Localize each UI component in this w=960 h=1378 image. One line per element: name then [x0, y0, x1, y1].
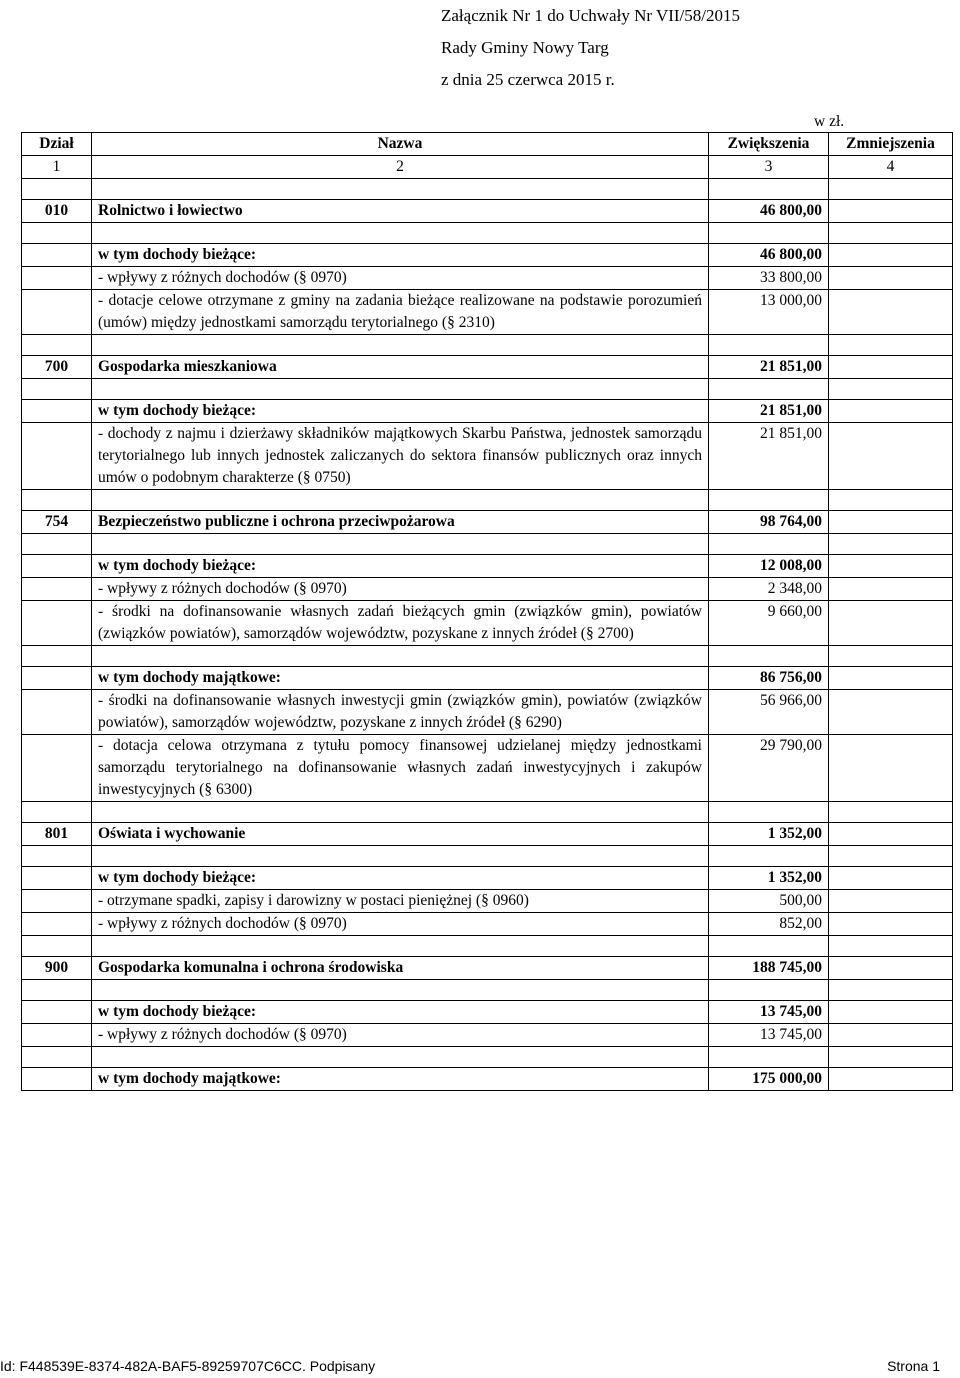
- item-dzial: [22, 913, 92, 936]
- section-dzial: 754: [22, 511, 92, 534]
- item-value: 21 851,00: [709, 423, 829, 490]
- spacer-row: [22, 379, 953, 400]
- section-row: [22, 356, 953, 379]
- item-text: - dochody z najmu i dzierżawy składników majątkowych Skarbu Państwa, jednostek samorządu terytorialnego lub innych jednostek zaliczanych do sektora finansów publicznych oraz innych umów o podobnym charakterze (§ 0750): [92, 423, 709, 490]
- col-number-3: 3: [709, 156, 829, 179]
- group-row: [22, 1068, 953, 1091]
- section-name: Oświata i wychowanie: [92, 823, 709, 846]
- item-value: 13 000,00: [709, 290, 829, 335]
- spacer-cell: [829, 646, 953, 667]
- spacer-row: [22, 1047, 953, 1068]
- item-text: - dotacje celowe otrzymane z gminy na zadania bieżące realizowane na podstawie porozumień (umów) między jednostkami samorządu terytorialnego (§ 2310): [92, 290, 709, 335]
- spacer-cell: [709, 179, 829, 200]
- section-total: 21 851,00: [709, 356, 829, 379]
- group-row: [22, 667, 953, 690]
- spacer-cell: [92, 335, 709, 356]
- group-value: 12 008,00: [709, 555, 829, 578]
- spacer-cell: [92, 534, 709, 555]
- spacer-cell: [22, 490, 92, 511]
- spacer-cell: [92, 490, 709, 511]
- group-label: w tym dochody bieżące:: [92, 244, 709, 267]
- spacer-cell: [829, 846, 953, 867]
- group-decrease: [829, 400, 953, 423]
- item-text: - wpływy z różnych dochodów (§ 0970): [92, 578, 709, 601]
- item-decrease: [829, 690, 953, 735]
- group-row: [22, 867, 953, 890]
- header-line-1: Załącznik Nr 1 do Uchwały Nr VII/58/2015: [441, 6, 740, 25]
- group-value: 21 851,00: [709, 400, 829, 423]
- item-value: 852,00: [709, 913, 829, 936]
- group-label: w tym dochody majątkowe:: [92, 667, 709, 690]
- spacer-cell: [829, 980, 953, 1001]
- item-row: [22, 267, 953, 290]
- spacer-cell: [709, 936, 829, 957]
- section-name: Gospodarka komunalna i ochrona środowiska: [92, 957, 709, 980]
- spacer-row: [22, 802, 953, 823]
- item-row: [22, 423, 953, 490]
- spacer-cell: [92, 379, 709, 400]
- item-value: 2 348,00: [709, 578, 829, 601]
- section-row: [22, 823, 953, 846]
- spacer-cell: [709, 379, 829, 400]
- item-row: [22, 690, 953, 735]
- section-decrease: [829, 823, 953, 846]
- item-decrease: [829, 267, 953, 290]
- spacer-cell: [92, 980, 709, 1001]
- spacer-cell: [92, 223, 709, 244]
- section-dzial: 801: [22, 823, 92, 846]
- col-number-2: 2: [92, 156, 709, 179]
- section-decrease: [829, 957, 953, 980]
- spacer-cell: [22, 980, 92, 1001]
- section-row: [22, 200, 953, 223]
- spacer-cell: [22, 534, 92, 555]
- section-total: 188 745,00: [709, 957, 829, 980]
- col-number-4: 4: [829, 156, 953, 179]
- spacer-cell: [22, 846, 92, 867]
- group-row: [22, 1001, 953, 1024]
- spacer-cell: [829, 335, 953, 356]
- item-text: - środki na dofinansowanie własnych inwestycji gmin (związków gmin), powiatów (związków powiatów), samorządów województw, pozyskane z innych źródeł (§ 6290): [92, 690, 709, 735]
- group-value: 13 745,00: [709, 1001, 829, 1024]
- item-decrease: [829, 735, 953, 802]
- spacer-row: [22, 335, 953, 356]
- item-dzial: [22, 290, 92, 335]
- spacer-cell: [92, 802, 709, 823]
- section-row: [22, 511, 953, 534]
- spacer-cell: [22, 179, 92, 200]
- header-line-3: z dnia 25 czerwca 2015 r.: [441, 70, 615, 89]
- col-header-zmniejszenia: Zmniejszenia: [829, 133, 953, 156]
- group-decrease: [829, 555, 953, 578]
- section-name: Bezpieczeństwo publiczne i ochrona przeciwpożarowa: [92, 511, 709, 534]
- spacer-cell: [709, 802, 829, 823]
- spacer-row: [22, 223, 953, 244]
- item-row: [22, 1024, 953, 1047]
- column-number-row: [22, 156, 953, 179]
- spacer-cell: [709, 1047, 829, 1068]
- budget-table: [21, 132, 953, 1091]
- spacer-row: [22, 846, 953, 867]
- item-value: 29 790,00: [709, 735, 829, 802]
- item-row: [22, 578, 953, 601]
- item-decrease: [829, 1024, 953, 1047]
- spacer-cell: [22, 802, 92, 823]
- section-decrease: [829, 356, 953, 379]
- group-dzial: [22, 400, 92, 423]
- spacer-cell: [22, 335, 92, 356]
- spacer-cell: [709, 490, 829, 511]
- item-text: - środki na dofinansowanie własnych zadań bieżących gmin (związków gmin), powiatów (związków powiatów), samorządów województw, pozyskane z innych źródeł (§ 2700): [92, 601, 709, 646]
- item-dzial: [22, 1024, 92, 1047]
- spacer-cell: [829, 490, 953, 511]
- group-label: w tym dochody bieżące:: [92, 867, 709, 890]
- item-row: [22, 890, 953, 913]
- group-dzial: [22, 1001, 92, 1024]
- section-total: 46 800,00: [709, 200, 829, 223]
- group-decrease: [829, 244, 953, 267]
- group-value: 46 800,00: [709, 244, 829, 267]
- header-line-2: Rady Gminy Nowy Targ: [441, 38, 609, 57]
- group-dzial: [22, 555, 92, 578]
- spacer-cell: [829, 179, 953, 200]
- item-dzial: [22, 735, 92, 802]
- item-text: - otrzymane spadki, zapisy i darowizny w postaci pieniężnej (§ 0960): [92, 890, 709, 913]
- item-decrease: [829, 290, 953, 335]
- item-decrease: [829, 423, 953, 490]
- group-dzial: [22, 867, 92, 890]
- spacer-cell: [22, 223, 92, 244]
- group-dzial: [22, 244, 92, 267]
- group-value: 86 756,00: [709, 667, 829, 690]
- page-number: Strona 1: [887, 1358, 940, 1374]
- item-decrease: [829, 578, 953, 601]
- spacer-cell: [829, 936, 953, 957]
- spacer-cell: [709, 223, 829, 244]
- col-header-zwiekszenia: Zwiększenia: [709, 133, 829, 156]
- spacer-cell: [709, 335, 829, 356]
- spacer-cell: [22, 646, 92, 667]
- item-text: - wpływy z różnych dochodów (§ 0970): [92, 267, 709, 290]
- section-name: Gospodarka mieszkaniowa: [92, 356, 709, 379]
- item-dzial: [22, 423, 92, 490]
- spacer-cell: [22, 936, 92, 957]
- section-decrease: [829, 200, 953, 223]
- group-decrease: [829, 867, 953, 890]
- group-decrease: [829, 1068, 953, 1091]
- item-dzial: [22, 578, 92, 601]
- item-text: - wpływy z różnych dochodów (§ 0970): [92, 1024, 709, 1047]
- section-dzial: 700: [22, 356, 92, 379]
- spacer-cell: [829, 534, 953, 555]
- group-label: w tym dochody majątkowe:: [92, 1068, 709, 1091]
- col-header-nazwa: Nazwa: [92, 133, 709, 156]
- item-value: 13 745,00: [709, 1024, 829, 1047]
- spacer-cell: [709, 646, 829, 667]
- group-dzial: [22, 1068, 92, 1091]
- item-row: [22, 601, 953, 646]
- group-label: w tym dochody bieżące:: [92, 400, 709, 423]
- section-row: [22, 957, 953, 980]
- item-value: 33 800,00: [709, 267, 829, 290]
- item-dzial: [22, 690, 92, 735]
- spacer-row: [22, 490, 953, 511]
- section-dzial: 010: [22, 200, 92, 223]
- col-header-dzial: Dział: [22, 133, 92, 156]
- section-dzial: 900: [22, 957, 92, 980]
- spacer-cell: [709, 534, 829, 555]
- item-dzial: [22, 267, 92, 290]
- spacer-row: [22, 179, 953, 200]
- spacer-cell: [829, 223, 953, 244]
- group-row: [22, 400, 953, 423]
- spacer-row: [22, 646, 953, 667]
- section-name: Rolnictwo i łowiectwo: [92, 200, 709, 223]
- currency-unit: w zł.: [814, 113, 845, 130]
- item-row: [22, 735, 953, 802]
- group-value: 1 352,00: [709, 867, 829, 890]
- spacer-cell: [22, 1047, 92, 1068]
- group-row: [22, 555, 953, 578]
- item-decrease: [829, 913, 953, 936]
- item-decrease: [829, 890, 953, 913]
- document-id: Id: F448539E-8374-482A-BAF5-89259707C6CC. Podpisany: [0, 1358, 376, 1374]
- budget-table-body: [22, 133, 953, 1091]
- spacer-cell: [22, 379, 92, 400]
- spacer-cell: [709, 980, 829, 1001]
- spacer-cell: [829, 1047, 953, 1068]
- group-label: w tym dochody bieżące:: [92, 1001, 709, 1024]
- spacer-row: [22, 936, 953, 957]
- group-decrease: [829, 1001, 953, 1024]
- group-row: [22, 244, 953, 267]
- item-row: [22, 290, 953, 335]
- section-total: 1 352,00: [709, 823, 829, 846]
- document-header: [441, 0, 740, 96]
- spacer-cell: [709, 846, 829, 867]
- table-header-row: [22, 133, 953, 156]
- spacer-cell: [92, 846, 709, 867]
- spacer-cell: [92, 646, 709, 667]
- item-value: 500,00: [709, 890, 829, 913]
- section-total: 98 764,00: [709, 511, 829, 534]
- spacer-cell: [92, 936, 709, 957]
- spacer-cell: [92, 179, 709, 200]
- spacer-row: [22, 534, 953, 555]
- group-value: 175 000,00: [709, 1068, 829, 1091]
- item-dzial: [22, 601, 92, 646]
- spacer-row: [22, 980, 953, 1001]
- col-number-1: 1: [22, 156, 92, 179]
- group-decrease: [829, 667, 953, 690]
- group-label: w tym dochody bieżące:: [92, 555, 709, 578]
- item-text: - wpływy z różnych dochodów (§ 0970): [92, 913, 709, 936]
- item-value: 9 660,00: [709, 601, 829, 646]
- spacer-cell: [829, 802, 953, 823]
- spacer-cell: [92, 1047, 709, 1068]
- spacer-cell: [829, 379, 953, 400]
- section-decrease: [829, 511, 953, 534]
- item-dzial: [22, 890, 92, 913]
- item-text: - dotacja celowa otrzymana z tytułu pomocy finansowej udzielanej między jednostkami samorządu terytorialnego na dofinansowanie własnych zadań inwestycyjnych i zakupów inwestycyjnych (§ 6300): [92, 735, 709, 802]
- item-value: 56 966,00: [709, 690, 829, 735]
- item-row: [22, 913, 953, 936]
- group-dzial: [22, 667, 92, 690]
- item-decrease: [829, 601, 953, 646]
